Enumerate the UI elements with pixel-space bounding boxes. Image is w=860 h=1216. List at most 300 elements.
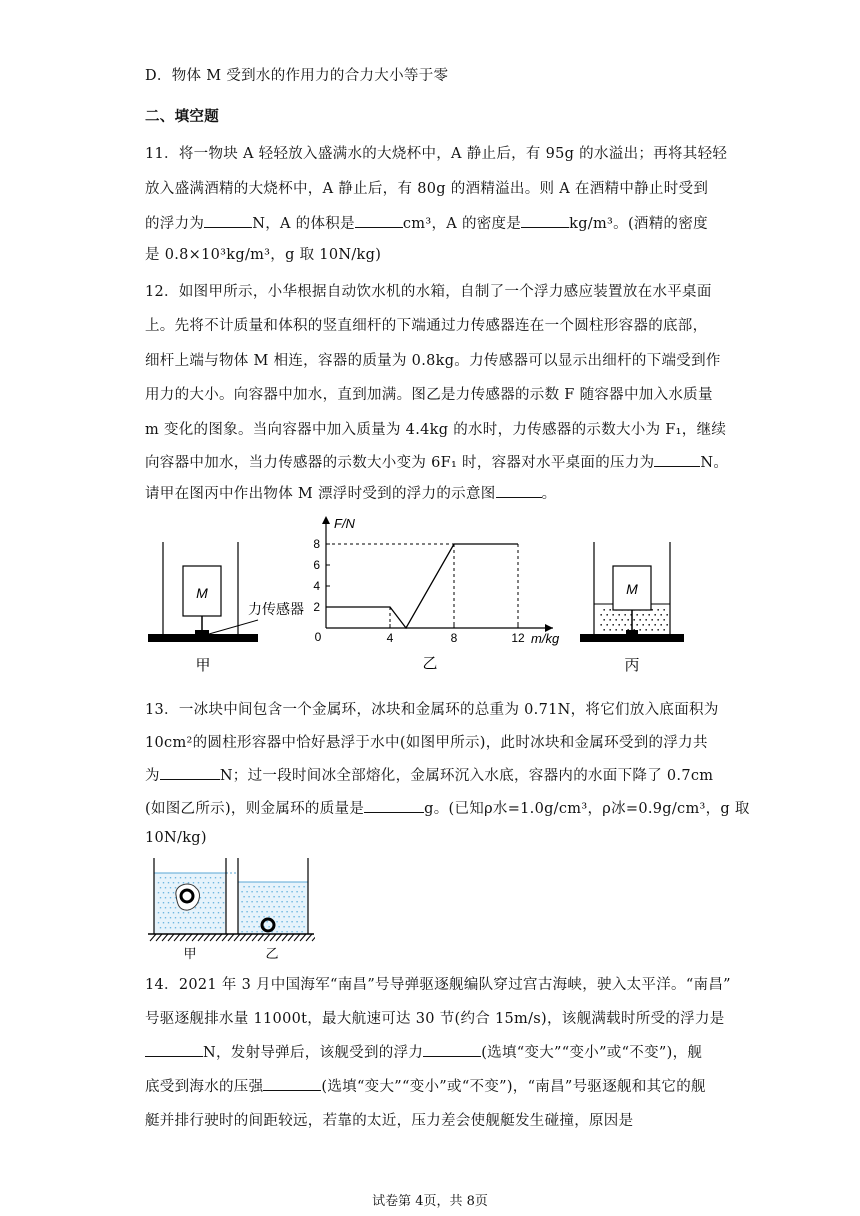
water-dot (666, 614, 668, 616)
q11-text-d: kg/m³。(酒精的密度 (569, 216, 708, 232)
water-dot-13 (293, 916, 294, 917)
water-dot-13 (243, 916, 244, 917)
fig12-jia (148, 542, 304, 674)
water-dot (618, 614, 620, 616)
ground-hatch (222, 934, 228, 941)
water-dot (639, 629, 641, 631)
water-dot-13 (183, 882, 184, 883)
water-dot-13 (256, 891, 257, 892)
water-dot-13 (296, 901, 297, 902)
q13-text-4b: g。(已知ρ水=1.0g/cm³，ρ冰=0.9g/cm³，g 取 (424, 801, 750, 817)
water-dot (624, 624, 626, 626)
water-dot-13 (281, 911, 282, 912)
water-dot-13 (220, 877, 221, 878)
water-dot-13 (190, 917, 191, 918)
water-dot-13 (208, 902, 209, 903)
water-dot (648, 614, 650, 616)
water-dot-13 (203, 882, 204, 883)
caption-jia: 甲 (195, 657, 211, 674)
water-dot-13 (185, 927, 186, 928)
water-dot-13 (200, 917, 201, 918)
water-dot-13 (223, 892, 224, 893)
water-dot-13 (163, 922, 164, 923)
water-dot-13 (208, 882, 209, 883)
q14-blank-1[interactable] (145, 1042, 203, 1057)
water-dot-13 (291, 891, 292, 892)
water-dot-13 (165, 877, 166, 878)
q11-text-c: cm³，A 的密度是 (402, 216, 522, 232)
water-dot-13 (303, 926, 304, 927)
water-dot-13 (203, 902, 204, 903)
water-dot-13 (271, 911, 272, 912)
q14-text-3b: (选填“变大”“变小”或“不变”)，舰 (481, 1045, 703, 1061)
y-tick-label-4: 4 (313, 579, 320, 593)
water-dot-13 (303, 896, 304, 897)
water-dot-13 (218, 922, 219, 923)
water-dot-13 (256, 911, 257, 912)
water-dot-13 (261, 901, 262, 902)
q13-line3 (145, 764, 713, 785)
ground-hatch (252, 934, 258, 941)
x-tick-label-8: 8 (450, 631, 458, 645)
ground-hatch (270, 934, 276, 941)
water-dot-13 (243, 906, 244, 907)
water-dot-13 (165, 907, 166, 908)
water-dot (609, 609, 611, 611)
water-dot-13 (173, 902, 174, 903)
water-dot (654, 614, 656, 616)
q13-line4 (145, 797, 750, 818)
water-dot-13 (298, 916, 299, 917)
water-dot (633, 619, 635, 621)
water-dot-13 (281, 931, 282, 932)
water-dot-13 (218, 892, 219, 893)
water-dot-13 (241, 901, 242, 902)
water-dot-13 (288, 886, 289, 887)
water-dot-13 (165, 887, 166, 888)
water-dot-13 (180, 927, 181, 928)
q14-blank-3[interactable] (263, 1076, 321, 1091)
water-dot-13 (190, 927, 191, 928)
water-dot-13 (213, 892, 214, 893)
q13-line1: 13．一冰块中间包含一个金属环，冰块和金属环的总重为 0.71N，将它们放入底面积为 (145, 702, 719, 718)
ground-hatch (162, 934, 168, 941)
water-dot-13 (193, 912, 194, 913)
water-dot-13 (213, 902, 214, 903)
water-dot-13 (160, 917, 161, 918)
water-dot-13 (183, 912, 184, 913)
water-dot-13 (168, 892, 169, 893)
water-dot-13 (203, 892, 204, 893)
water-dot (657, 619, 659, 621)
q11-blank-3[interactable] (521, 213, 569, 228)
water-dot-13 (246, 921, 247, 922)
ground-hatch (306, 934, 312, 941)
water-dot-13 (276, 921, 277, 922)
q13-blank-1[interactable] (160, 765, 220, 780)
water-dot (660, 624, 662, 626)
water-dot-13 (213, 922, 214, 923)
ground-hatch (168, 934, 174, 941)
water-dot (660, 614, 662, 616)
water-dot-13 (263, 916, 264, 917)
water-dot-13 (288, 916, 289, 917)
water-dot-13 (286, 901, 287, 902)
water-dot (621, 619, 623, 621)
origin-label: 0 (314, 630, 322, 644)
water-dot-13 (288, 896, 289, 897)
water-dot-13 (293, 896, 294, 897)
water-dot-13 (266, 911, 267, 912)
water-dot-13 (180, 917, 181, 918)
water-dot-13 (303, 916, 304, 917)
water-dot (615, 629, 617, 631)
water-dot-13 (190, 877, 191, 878)
water-dot-13 (160, 877, 161, 878)
q13-line2: 10cm²的圆柱形容器中恰好悬浮于水中(如图甲所示)，此时冰块和金属环受到的浮力共 (145, 735, 708, 751)
q14-blank-2[interactable] (423, 1042, 481, 1057)
water-dot-13 (173, 922, 174, 923)
y-axis-arrow (322, 516, 330, 524)
water-dot (642, 614, 644, 616)
water-dot-13 (286, 921, 287, 922)
water-dot-13 (205, 877, 206, 878)
water-dot-13 (276, 891, 277, 892)
water-dot (603, 609, 605, 611)
ground-hatch (264, 934, 270, 941)
water-dot-13 (261, 931, 262, 932)
water-dot-13 (163, 892, 164, 893)
water-dot-13 (173, 882, 174, 883)
water-dot (645, 629, 647, 631)
water-dot (642, 624, 644, 626)
water-dot-13 (248, 886, 249, 887)
water-dot-13 (208, 912, 209, 913)
water-dot-13 (281, 901, 282, 902)
q12-text-7a: 请甲在图丙中作出物体 M 漂浮时受到的浮力的示意图 (145, 486, 496, 502)
water-dot-13 (185, 917, 186, 918)
ground-hatch (198, 934, 204, 941)
water-dot-13 (301, 911, 302, 912)
water-dot-13 (248, 906, 249, 907)
water-dot-13 (266, 891, 267, 892)
water-dot-13 (243, 886, 244, 887)
water-dot-13 (251, 911, 252, 912)
water-dot-13 (278, 906, 279, 907)
water-dot-13 (200, 897, 201, 898)
water-dot-13 (268, 886, 269, 887)
water-dot (636, 624, 638, 626)
water-dot-13 (168, 922, 169, 923)
water-dot (651, 629, 653, 631)
water-dot (600, 624, 602, 626)
figure-12 (140, 510, 700, 680)
water-dot-13 (223, 922, 224, 923)
water-dot-13 (301, 901, 302, 902)
q11-blank-1[interactable] (204, 213, 252, 228)
q12-blank-1[interactable] (654, 452, 700, 467)
sensor-pointer (209, 620, 258, 634)
water-dot-13 (160, 907, 161, 908)
x-tick-label-12: 12 (511, 631, 525, 645)
water-dot-13 (198, 922, 199, 923)
water-dot-13 (213, 912, 214, 913)
water-dot (657, 629, 659, 631)
water-dot (657, 609, 659, 611)
water-dot-13 (298, 906, 299, 907)
water-dot-13 (296, 931, 297, 932)
water-dot-13 (215, 887, 216, 888)
q11-text-a: 的浮力为 (145, 216, 205, 232)
water-dot-13 (215, 877, 216, 878)
caption-13-yi: 乙 (265, 946, 279, 961)
water-dot-13 (188, 882, 189, 883)
water-dot-13 (276, 931, 277, 932)
q11-line3 (145, 212, 708, 233)
ground-hatch (156, 934, 162, 941)
water-dot-13 (210, 927, 211, 928)
water-dot-13 (303, 906, 304, 907)
water-dot-13 (283, 896, 284, 897)
water-dot-13 (168, 912, 169, 913)
water-dot-13 (271, 901, 272, 902)
q14-line2: 号驱逐舰排水量 11000t，最大航速可达 30 节(约合 15m/s)，该舰满载时所受的浮力是 (145, 1011, 725, 1027)
ground-hatch (192, 934, 198, 941)
section-title: 二、填空题 (145, 108, 219, 125)
water-dot-13 (243, 896, 244, 897)
caption-13-jia: 甲 (183, 946, 197, 961)
water-dot-13 (223, 882, 224, 883)
fig12-yi-chart (313, 516, 560, 672)
water-dot-13 (193, 882, 194, 883)
water-dot-13 (208, 922, 209, 923)
water-dot-13 (256, 931, 257, 932)
water-dot-13 (173, 912, 174, 913)
q12-line4: 用力的大小。向容器中加水，直到加满。图乙是力传感器的示数 F 随容器中加入水质量 (145, 387, 713, 403)
q14-line1: 14．2021 年 3 月中国海军“南昌”号导弹驱逐舰编队穿过宫古海峡，驶入太平洋。“南昌” (145, 977, 731, 993)
water-dot-13 (261, 891, 262, 892)
q11-line4: 是 0.8×10³kg/m³，g 取 10N/kg) (145, 247, 382, 263)
water-dot-13 (278, 896, 279, 897)
water-dot-13 (268, 916, 269, 917)
q12-line1: 12．如图甲所示，小华根据自动饮水机的水箱，自制了一个浮力感应装置放在水平桌面 (145, 284, 712, 300)
water-dot-13 (303, 886, 304, 887)
water-dot-13 (205, 897, 206, 898)
water-dot-13 (210, 877, 211, 878)
water-dot-13 (210, 917, 211, 918)
water-dot-13 (158, 892, 159, 893)
water-dot-13 (293, 886, 294, 887)
water-dot (666, 624, 668, 626)
water-dot-13 (198, 912, 199, 913)
water-dot-13 (281, 891, 282, 892)
water-dot-13 (291, 911, 292, 912)
water-dot-13 (296, 911, 297, 912)
water-dot-13 (241, 891, 242, 892)
q14-text-3a: N，发射导弹后，该舰受到的浮力 (203, 1045, 424, 1061)
q11-blank-2[interactable] (355, 213, 403, 228)
water-dot-13 (185, 877, 186, 878)
water-dot-13 (200, 907, 201, 908)
water-dot (606, 614, 608, 616)
ground-hatch (210, 934, 216, 941)
water-dot-13 (158, 882, 159, 883)
water-dot-13 (175, 877, 176, 878)
water-dot-13 (205, 927, 206, 928)
water-dot-13 (263, 886, 264, 887)
water-dot-13 (246, 931, 247, 932)
water-dot-13 (291, 901, 292, 902)
water-dot-13 (175, 927, 176, 928)
water-dot-13 (263, 896, 264, 897)
water-dot-13 (266, 901, 267, 902)
water-dot-13 (218, 902, 219, 903)
water-dot-13 (165, 897, 166, 898)
water-dot-13 (293, 906, 294, 907)
water-dot (609, 629, 611, 631)
q14-text-4a: 底受到海水的压强 (145, 1079, 264, 1095)
q13-text-3b: N；过一段时间冰全部熔化，金属环沉入水底，容器内的水面下降了 0.7cm (219, 768, 714, 784)
water-dot (618, 624, 620, 626)
water-dot-13 (268, 896, 269, 897)
ground-hatch (216, 934, 222, 941)
water-dot-13 (215, 927, 216, 928)
water-dot-13 (218, 912, 219, 913)
water-dot-13 (253, 916, 254, 917)
water-dot (612, 624, 614, 626)
water-dot-13 (256, 921, 257, 922)
caption-bing: 丙 (624, 657, 640, 674)
water-dot-13 (188, 922, 189, 923)
water-dot-13 (193, 922, 194, 923)
water-dot-13 (215, 907, 216, 908)
x-axis-label: m/kg (531, 631, 560, 646)
water-dot-13 (298, 896, 299, 897)
object-m-bing-label: M (626, 581, 638, 597)
water-dot-13 (215, 897, 216, 898)
water-dot-13 (286, 931, 287, 932)
water-dot-13 (268, 906, 269, 907)
water-dot-13 (170, 887, 171, 888)
water-dot-13 (170, 917, 171, 918)
water-dot-13 (210, 897, 211, 898)
ground-hatch (246, 934, 252, 941)
water-dot-13 (180, 877, 181, 878)
water-dot-13 (160, 887, 161, 888)
water-dot-13 (301, 931, 302, 932)
water-dot-13 (195, 927, 196, 928)
water-dot-13 (296, 921, 297, 922)
water-dot (663, 629, 665, 631)
water-dot-13 (220, 887, 221, 888)
water-dot-13 (203, 922, 204, 923)
water-dot-13 (178, 882, 179, 883)
water-dot-13 (241, 921, 242, 922)
water-dot-13 (205, 887, 206, 888)
water-dot-13 (220, 917, 221, 918)
force-sensor-bing (626, 630, 638, 635)
water-dot-13 (170, 907, 171, 908)
water-dot-13 (286, 911, 287, 912)
q11-line1: 11．将一物块 A 轻轻放入盛满水的大烧杯中，A 静止后，有 95g 的水溢出；再将其轻轻 (145, 146, 728, 162)
water-dot-13 (243, 926, 244, 927)
water-dot-13 (195, 907, 196, 908)
water-dot-13 (293, 926, 294, 927)
water-dot (651, 619, 653, 621)
water-dot-13 (170, 927, 171, 928)
water-dot-13 (160, 927, 161, 928)
water-dot-13 (288, 906, 289, 907)
ground-hatch (180, 934, 186, 941)
q12-blank-2[interactable] (496, 483, 542, 498)
q13-text-4a: (如图乙所示)，则金属环的质量是 (145, 801, 365, 817)
water-dot (609, 619, 611, 621)
water-dot-13 (246, 911, 247, 912)
water-dot (651, 609, 653, 611)
q12-line6 (145, 451, 728, 472)
q14-line3 (145, 1041, 702, 1062)
water-dot-13 (160, 897, 161, 898)
water-dot-13 (281, 921, 282, 922)
water-dot-13 (301, 921, 302, 922)
q12-line2: 上。先将不计质量和体积的竖直细杆的下端通过力传感器连在一个圆柱形容器的底部， (145, 318, 708, 334)
water-dot-13 (251, 921, 252, 922)
water-dot-13 (241, 911, 242, 912)
water-dot-13 (175, 907, 176, 908)
q12-line3: 细杆上端与物体 M 相连，容器的质量为 0.8kg。力传感器可以显示出细杆的下端受到作 (145, 353, 721, 369)
q14-text-4b: (选填“变大”“变小”或“不变”)，“南昌”号驱逐舰和其它的舰 (321, 1079, 706, 1095)
water-dot-13 (301, 891, 302, 892)
ice-block (176, 884, 200, 910)
water-dot (627, 619, 629, 621)
water-dot-13 (210, 907, 211, 908)
water-dot-13 (298, 886, 299, 887)
water-dot-13 (273, 906, 274, 907)
ground-hatch (228, 934, 234, 941)
water-dot-13 (248, 916, 249, 917)
water-dot-13 (278, 926, 279, 927)
water-dot-13 (286, 891, 287, 892)
water-dot-13 (276, 911, 277, 912)
water-dot-13 (258, 896, 259, 897)
q13-blank-2[interactable] (364, 798, 424, 813)
water-dot-13 (288, 926, 289, 927)
force-sensor (195, 630, 209, 636)
water-dot-13 (170, 877, 171, 878)
water-dot-13 (215, 917, 216, 918)
ground-hatch (282, 934, 288, 941)
water-dot-13 (200, 887, 201, 888)
water-dot (624, 614, 626, 616)
water-dot-13 (158, 922, 159, 923)
water-dot-13 (170, 897, 171, 898)
q14-line5: 艇并排行驶时的间距较远，若靠的太近，压力差会使舰艇发生碰撞，原因是 (145, 1113, 634, 1129)
water-dot-13 (268, 926, 269, 927)
y-tick-label-8: 8 (313, 537, 320, 551)
water-dot-13 (195, 917, 196, 918)
water-dot-13 (273, 916, 274, 917)
ground-hatch (186, 934, 192, 941)
y-tick-label-2: 2 (313, 600, 320, 614)
water-dot-13 (283, 906, 284, 907)
water-dot-13 (220, 897, 221, 898)
water-dot-13 (183, 922, 184, 923)
water-dot-13 (283, 926, 284, 927)
figure-13 (145, 854, 315, 964)
water-dot-13 (163, 882, 164, 883)
object-m-label: M (196, 585, 208, 601)
water-dot-13 (223, 902, 224, 903)
